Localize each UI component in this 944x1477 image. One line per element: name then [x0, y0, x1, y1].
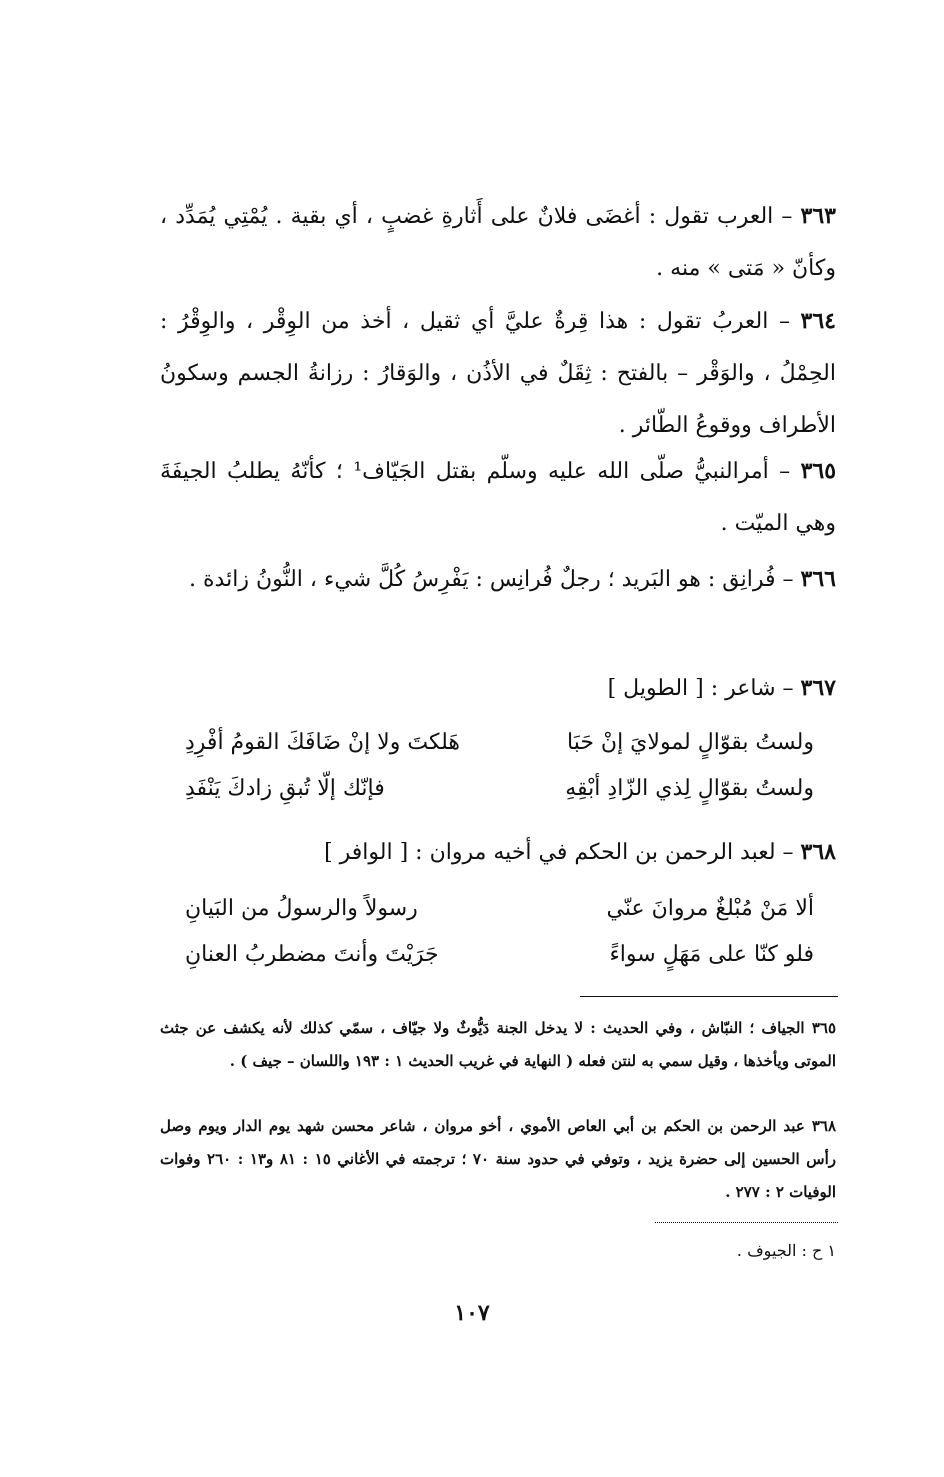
verse-368-2: [185, 932, 814, 978]
verse-367-1: [185, 720, 814, 766]
footnote-365: [160, 1012, 836, 1078]
entry-text: – فُرانِق : هو البَريد ؛ رجلٌ فُرانِس : يَفْرِسُ كُلَّ شيء ، النُّونُ زائدة .: [189, 567, 794, 592]
page-number: ١٠٧: [454, 1300, 490, 1326]
verse-first-hemistich: فلو كنّا على مَهَلٍ سواءً: [609, 942, 814, 967]
entry-number: ٣٦٥: [800, 458, 837, 484]
entry-367: [160, 662, 836, 715]
verse-second-hemistich: جَرَيْتَ وأنتَ مضطربُ العنانِ: [185, 942, 439, 967]
footnote-separator: [580, 996, 838, 997]
footnote-368: [160, 1110, 836, 1209]
entry-365: [160, 445, 836, 550]
entry-368: [160, 826, 836, 879]
verse-first-hemistich: ولستُ بقوّالٍ لمولايَ إنْ حَبَا: [566, 730, 814, 755]
variant-separator: [655, 1222, 838, 1223]
entry-text: – العرب تقول : أغضَى فلانٌ على أَثارةِ غضبٍ ، أي بقية . يُمْتِي يُمَدِّد ، وكأنّ « مَتى » منه .: [160, 204, 836, 281]
entry-number: ٣٦٣: [800, 203, 836, 229]
verse-367-2: [185, 766, 814, 812]
entry-number: ٣٦٧: [800, 675, 836, 701]
footnote-text: عبد الرحمن بن الحكم بن أبي العاص الأموي ، أخو مروان ، شاعر محسن شهد يوم الدار ويوم وصل رأس الحسين إلى حضرة يزيد ، وتوفي في حدود سنة ٧٠ ؛ ترجمته في الأغاني ١٥ : ٨١ و١٣ : ٢٦٠ وفوات الوفيات ٢ : ٢٧٧ .: [160, 1117, 837, 1201]
entry-number: ٣٦٨: [800, 839, 836, 865]
footnote-number: ٣٦٥: [811, 1019, 836, 1037]
entry-number: ٣٦٤: [800, 308, 836, 334]
entry-363: [160, 190, 836, 295]
verse-second-hemistich: رسولاً والرسولُ من البَيانِ: [185, 896, 418, 921]
footnote-number: ٣٦٨: [811, 1117, 836, 1135]
variant-note: ١ ح : الجيوف .: [736, 1241, 836, 1260]
entry-text: – لعبد الرحمن بن الحكم في أخيه مروان : [ الوافر ]: [324, 840, 794, 865]
entry-366: [160, 553, 836, 606]
entry-364: [160, 295, 836, 452]
verse-second-hemistich: هَلكتَ ولا إنْ ضَافَكَ القومُ أفْرِدِ: [185, 730, 460, 755]
verse-second-hemistich: فإنّك إلّا تُبقِ زادكَ يَنْفَدِ: [185, 776, 385, 801]
entry-text: – أمرالنبيُّ صلّى الله عليه وسلّم بقتل الجَيّاف¹ ؛ كأنّهُ يطلبُ الجيفَةَ وهي الميّت .: [160, 459, 836, 536]
entry-text: – العربُ تقول : هذا قِرةٌ عليَّ أي ثقيل ، أخذ من الوِقْر ، والوِقْرُ : الحِمْلُ ، والوَقْر – بالفتح : ثِقَلٌ في الأذُن ، والوَقارُ : رزانةُ الجسم وسكونُ الأطراف ووقوعُ الطّائر .: [160, 309, 836, 438]
entry-number: ٣٦٦: [800, 566, 836, 592]
verse-first-hemistich: ألا مَنْ مُبْلغٌ مروانَ عنّي: [606, 896, 814, 921]
verse-368-1: [185, 886, 814, 932]
verse-first-hemistich: ولستُ بقوّالٍ لِذي الزّادِ أبْقِهِ: [565, 776, 814, 801]
entry-text: – شاعر : [ الطويل ]: [607, 676, 794, 701]
footnote-text: الجياف ؛ النبّاش ، وفي الحديث : لا يدخل الجنة دَيُّوثٌ ولا جيّاف ، سمّي كذلك لأنه يكشف عن جثث الموتى ويأخذها ، وقيل سمي به لنتن فعله ( النهاية في غريب الحديث ١ : ١٩٣ واللسان – جيف ) .: [160, 1019, 836, 1070]
